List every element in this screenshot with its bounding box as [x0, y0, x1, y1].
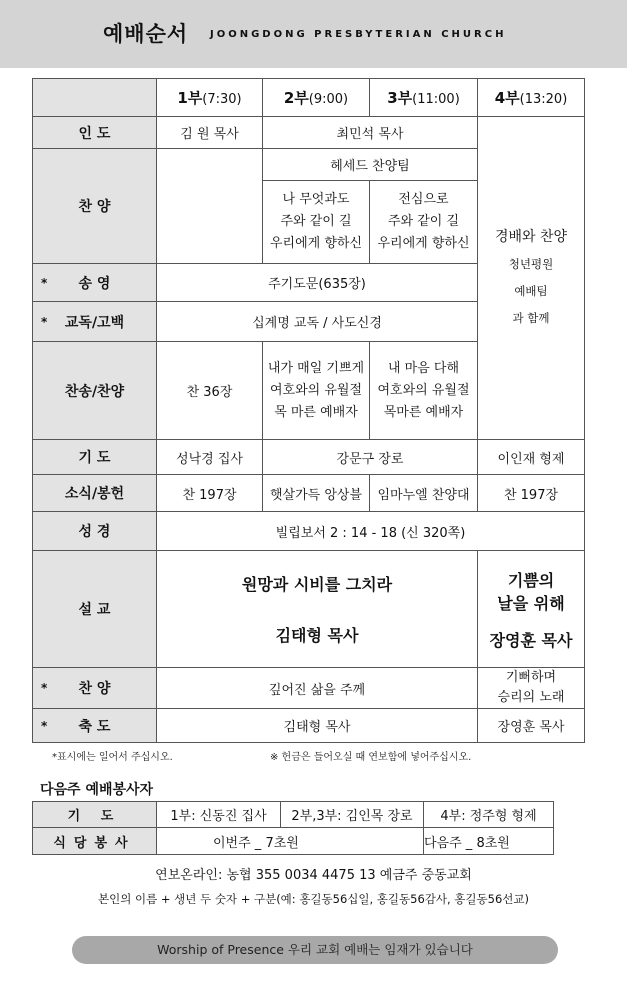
- label-offering: 소식/봉헌: [33, 475, 157, 512]
- label-hymn: 찬송/찬양: [33, 342, 157, 440]
- row-leader: [33, 117, 585, 149]
- note-offering: ※ 헌금은 들어오실 때 연보함에 넣어주십시오.: [270, 752, 472, 763]
- praise-team: 헤세드 찬양팀: [263, 149, 478, 181]
- offering-s4: 찬 197장: [478, 475, 585, 512]
- page-title: 예배순서: [103, 22, 189, 46]
- service-3-header: 3부(11:00): [370, 79, 478, 117]
- row-scripture: [33, 512, 585, 551]
- next-prayer-s4: 4부: 정주형 형제: [424, 802, 554, 828]
- label-scripture: 성 경: [33, 512, 157, 551]
- label-praise: 찬 양: [33, 149, 157, 264]
- online-offering-account: 연보온라인: 농협 355 0034 4475 13 예금주 중동교회: [155, 868, 472, 883]
- label-prayer: 기 도: [33, 440, 157, 475]
- hymn-s3: 내 마음 다해 여호와의 유월절 목마른 예배자: [370, 342, 478, 440]
- s4-praise-block: 경배와 찬양 청년평원 예배팀 과 함께: [478, 117, 585, 440]
- prayer-s1: 성낙경 집사: [157, 440, 263, 475]
- benediction-value: 김태형 목사: [157, 709, 478, 743]
- sermon-preacher: 김태형 목사: [275, 626, 359, 645]
- closing-hymn-s4: 기뻐하며 승리의 노래: [478, 668, 585, 709]
- next-prayer-s23: 2부,3부: 김인목 장로: [281, 802, 424, 828]
- label-leader: 인 도: [33, 117, 157, 149]
- prayer-s4: 이인재 형제: [478, 440, 585, 475]
- offering-instructions: 본인의 이름 + 생년 두 숫자 + 구분(예: 홍길동56십일, 홍길동56감사, 홍길동56선교): [98, 892, 529, 906]
- service-1-header: 1부(7:30): [157, 79, 263, 117]
- offering-s2: 햇살가득 앙상블: [263, 475, 370, 512]
- note-stand: *표시에는 일어서 주십시오.: [52, 752, 173, 763]
- next-prayer-s1: 1부: 신동진 집사: [157, 802, 281, 828]
- offering-s3: 임마누엘 찬양대: [370, 475, 478, 512]
- row-sermon: [33, 551, 585, 668]
- sermon-s4: 기쁨의 날을 위해 장영훈 목사: [478, 551, 585, 668]
- leader-s23: 최민석 목사: [263, 117, 478, 149]
- dining-next-week: 다음주 _ 8초원: [424, 828, 554, 855]
- next-prayer-row: [33, 802, 554, 828]
- dining-label: 식당봉사: [33, 828, 157, 855]
- praise-s3: 전심으로 주와 같이 길 우리에게 향하신: [370, 181, 478, 264]
- next-week-title: 다음주 예배봉사자: [40, 782, 154, 798]
- row-benediction: [33, 709, 585, 743]
- service-2-header: 2부(9:00): [263, 79, 370, 117]
- hymn-s2: 내가 매일 기쁘게 여호와의 유월절 목 마른 예배자: [263, 342, 370, 440]
- service-order-table: [32, 78, 585, 743]
- label-benediction: * 축 도: [33, 709, 157, 743]
- service-header-row: [33, 79, 585, 117]
- label-confession: * 교독/고백: [33, 302, 157, 342]
- prayer-s23: 강문구 장로: [263, 440, 478, 475]
- hymn-s1: 찬 36장: [157, 342, 263, 440]
- sermon-title: 원망과 시비를 그치라: [241, 575, 393, 594]
- label-closing-hymn: * 찬 양: [33, 668, 157, 709]
- dining-this-week: 이번주 _ 7초원: [157, 828, 424, 855]
- praise-s2: 나 무엇과도 주와 같이 길 우리에게 향하신: [263, 181, 370, 264]
- header-banner: [0, 0, 627, 68]
- footer-banner: Worship of Presence 우리 교회 예배는 임재가 있습니다: [72, 936, 558, 964]
- label-sermon: 설 교: [33, 551, 157, 668]
- leader-s1: 김 원 목사: [157, 117, 263, 149]
- next-prayer-label: 기 도: [33, 802, 157, 828]
- sermon-main: [157, 551, 478, 668]
- confession-value: 십계명 교독 / 사도신경: [157, 302, 478, 342]
- benediction-s4: 장영훈 목사: [478, 709, 585, 743]
- next-week-table: [32, 801, 554, 855]
- doxology-value: 주기도문(635장): [157, 264, 478, 302]
- closing-hymn-value: 깊어진 삶을 주께: [157, 668, 478, 709]
- offering-s1: 찬 197장: [157, 475, 263, 512]
- row-prayer: [33, 440, 585, 475]
- next-dining-row: [33, 828, 554, 855]
- scripture-value: 빌립보서 2 : 14 - 18 (신 320쪽): [157, 512, 585, 551]
- church-name: JOONGDONG PRESBYTERIAN CHURCH: [210, 29, 507, 40]
- service-4-header: 4부(13:20): [478, 79, 585, 117]
- row-closing-hymn: [33, 668, 585, 709]
- label-doxology: * 송 영: [33, 264, 157, 302]
- row-offering: [33, 475, 585, 512]
